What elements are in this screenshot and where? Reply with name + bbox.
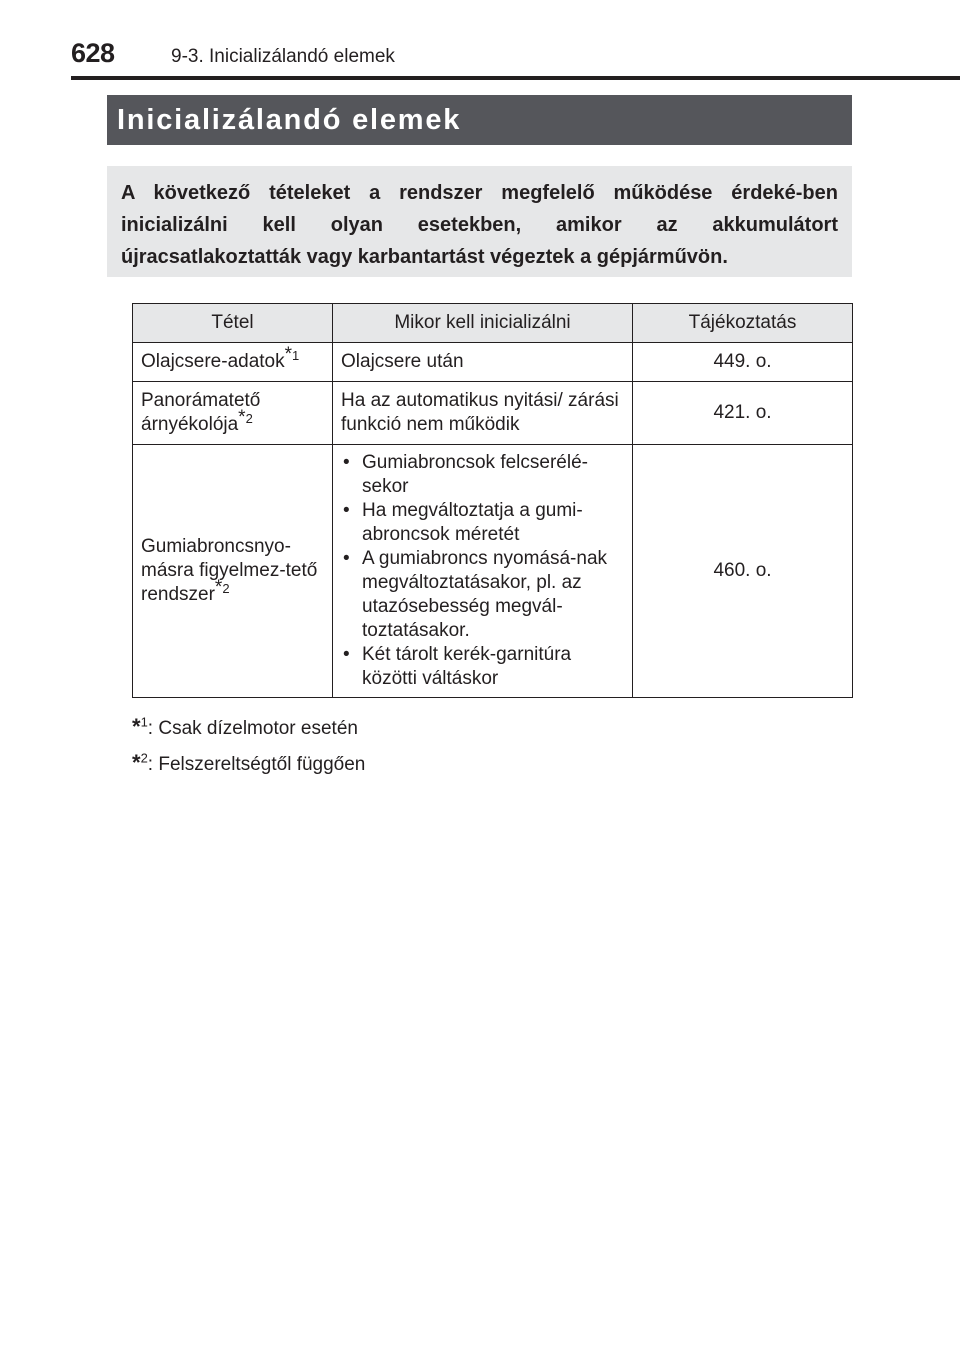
item-name: Olajcsere-adatok [141,351,285,372]
footnote-ref: *2 [214,576,230,598]
header-item: Tétel [133,304,333,343]
list-item: • A gumiabroncs nyomásá-nak megváltoztatásakor, pl. az utazósebesség megvál-toztatásakor. [343,548,608,641]
table-row [133,382,853,445]
header-rule [71,76,960,80]
when-cell: Ha az automatikus nyitási/ zárási funkció nem működik [333,382,633,445]
section-title: Inicializálandó elemek [117,104,462,136]
condition-list [341,451,624,691]
footnote-ref: *1 [284,343,300,365]
page-ref: 460. o. [633,445,853,698]
item-name: Gumiabroncsnyo-másra figyelmez-tető rendszer [141,536,318,605]
page-ref: 449. o. [633,343,853,382]
list-item: • Ha megváltoztatja a gumi-abroncsok méretét [343,500,583,545]
item-cell [133,445,333,698]
initialization-table [132,303,853,698]
when-cell [333,445,633,698]
item-cell [133,382,333,445]
item-name: Panorámatető árnyékolója [141,390,261,435]
footnote: *$^2$: Felszereltségtől függően [132,750,366,775]
header-when: Mikor kell inicializálni [333,304,633,343]
section-title-bar [107,95,852,145]
page-ref: 421. o. [633,382,853,445]
table-row [133,343,853,382]
table-row [133,445,853,698]
list-item: • Gumiabroncsok felcserélé-sekor [343,452,588,497]
when-cell: Olajcsere után [333,343,633,382]
footnote: *$^1$: Csak dízelmotor esetén [132,714,358,739]
running-head: 9-3. Inicializálandó elemek [171,46,395,67]
item-cell [133,343,333,382]
header-info: Tájékoztatás [633,304,853,343]
page-number: 628 [71,38,115,68]
footnote-ref: *2 [238,406,253,428]
intro-box [107,166,852,277]
list-item: • Két tárolt kerék-garnitúra közötti váltáskor [343,644,572,689]
intro-text: A következő tételeket a rendszer megfelelő működése érdeké-ben inicializálni kell olyan esetekben, amikor az akkumulátort újracsatlakoztatták vagy karbantartást végeztek a gépjárművön. [121,182,838,268]
table-header-row [133,304,853,343]
